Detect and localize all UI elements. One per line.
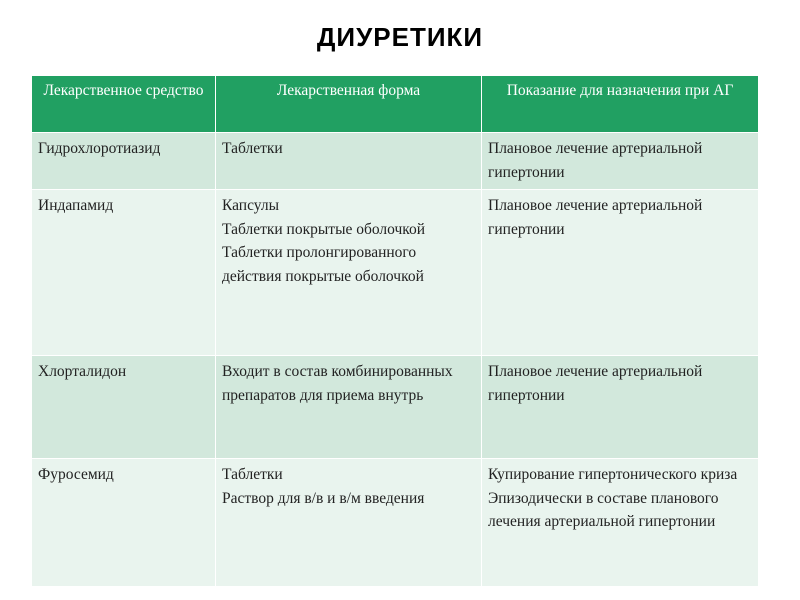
page-title: ДИУРЕТИКИ [316, 22, 484, 52]
cell-drug: Фуросемид [32, 459, 216, 587]
form-line: Таблетки [222, 140, 283, 157]
cell-indication [482, 190, 759, 356]
table-header-row [32, 76, 759, 133]
table-row [32, 459, 759, 587]
cell-indication [482, 133, 759, 190]
form-line: Раствор для в/в и в/м введения [222, 489, 425, 507]
cell-drug: Хлорталидон [32, 356, 216, 459]
indication-line: Купирование гипертонического криза [488, 466, 738, 483]
header-indication: Показание для назначения при АГ [482, 76, 759, 133]
form-line: Капсулы [222, 197, 279, 214]
indication-line: Плановое лечение артериальной гипертонии [488, 140, 703, 181]
form-line: Таблетки пролонгированного действия покрытые оболочкой [222, 244, 424, 285]
table-row [32, 356, 759, 459]
cell-indication [482, 459, 759, 587]
cell-indication [482, 356, 759, 459]
cell-form [216, 133, 482, 190]
indication-line: Плановое лечение артериальной гипертонии [488, 197, 703, 238]
indication-line: Плановое лечение артериальной гипертонии [488, 363, 703, 404]
table-row [32, 133, 759, 190]
cell-drug: Гидрохлоротиазид [32, 133, 216, 190]
indication-line: Эпизодически в составе планового лечения артериальной гипертонии [488, 489, 719, 530]
cell-form [216, 190, 482, 356]
form-line: Таблетки покрытые оболочкой [222, 220, 426, 238]
header-form: Лекарственная форма [216, 76, 482, 133]
cell-form [216, 356, 482, 459]
table-row [32, 190, 759, 356]
cell-form [216, 459, 482, 587]
header-drug: Лекарственное средство [32, 76, 216, 133]
form-line: Таблетки [222, 466, 283, 483]
diuretics-table [31, 75, 759, 587]
form-line: Входит в состав комбинированных препаратов для приема внутрь [222, 363, 453, 404]
cell-drug: Индапамид [32, 190, 216, 356]
